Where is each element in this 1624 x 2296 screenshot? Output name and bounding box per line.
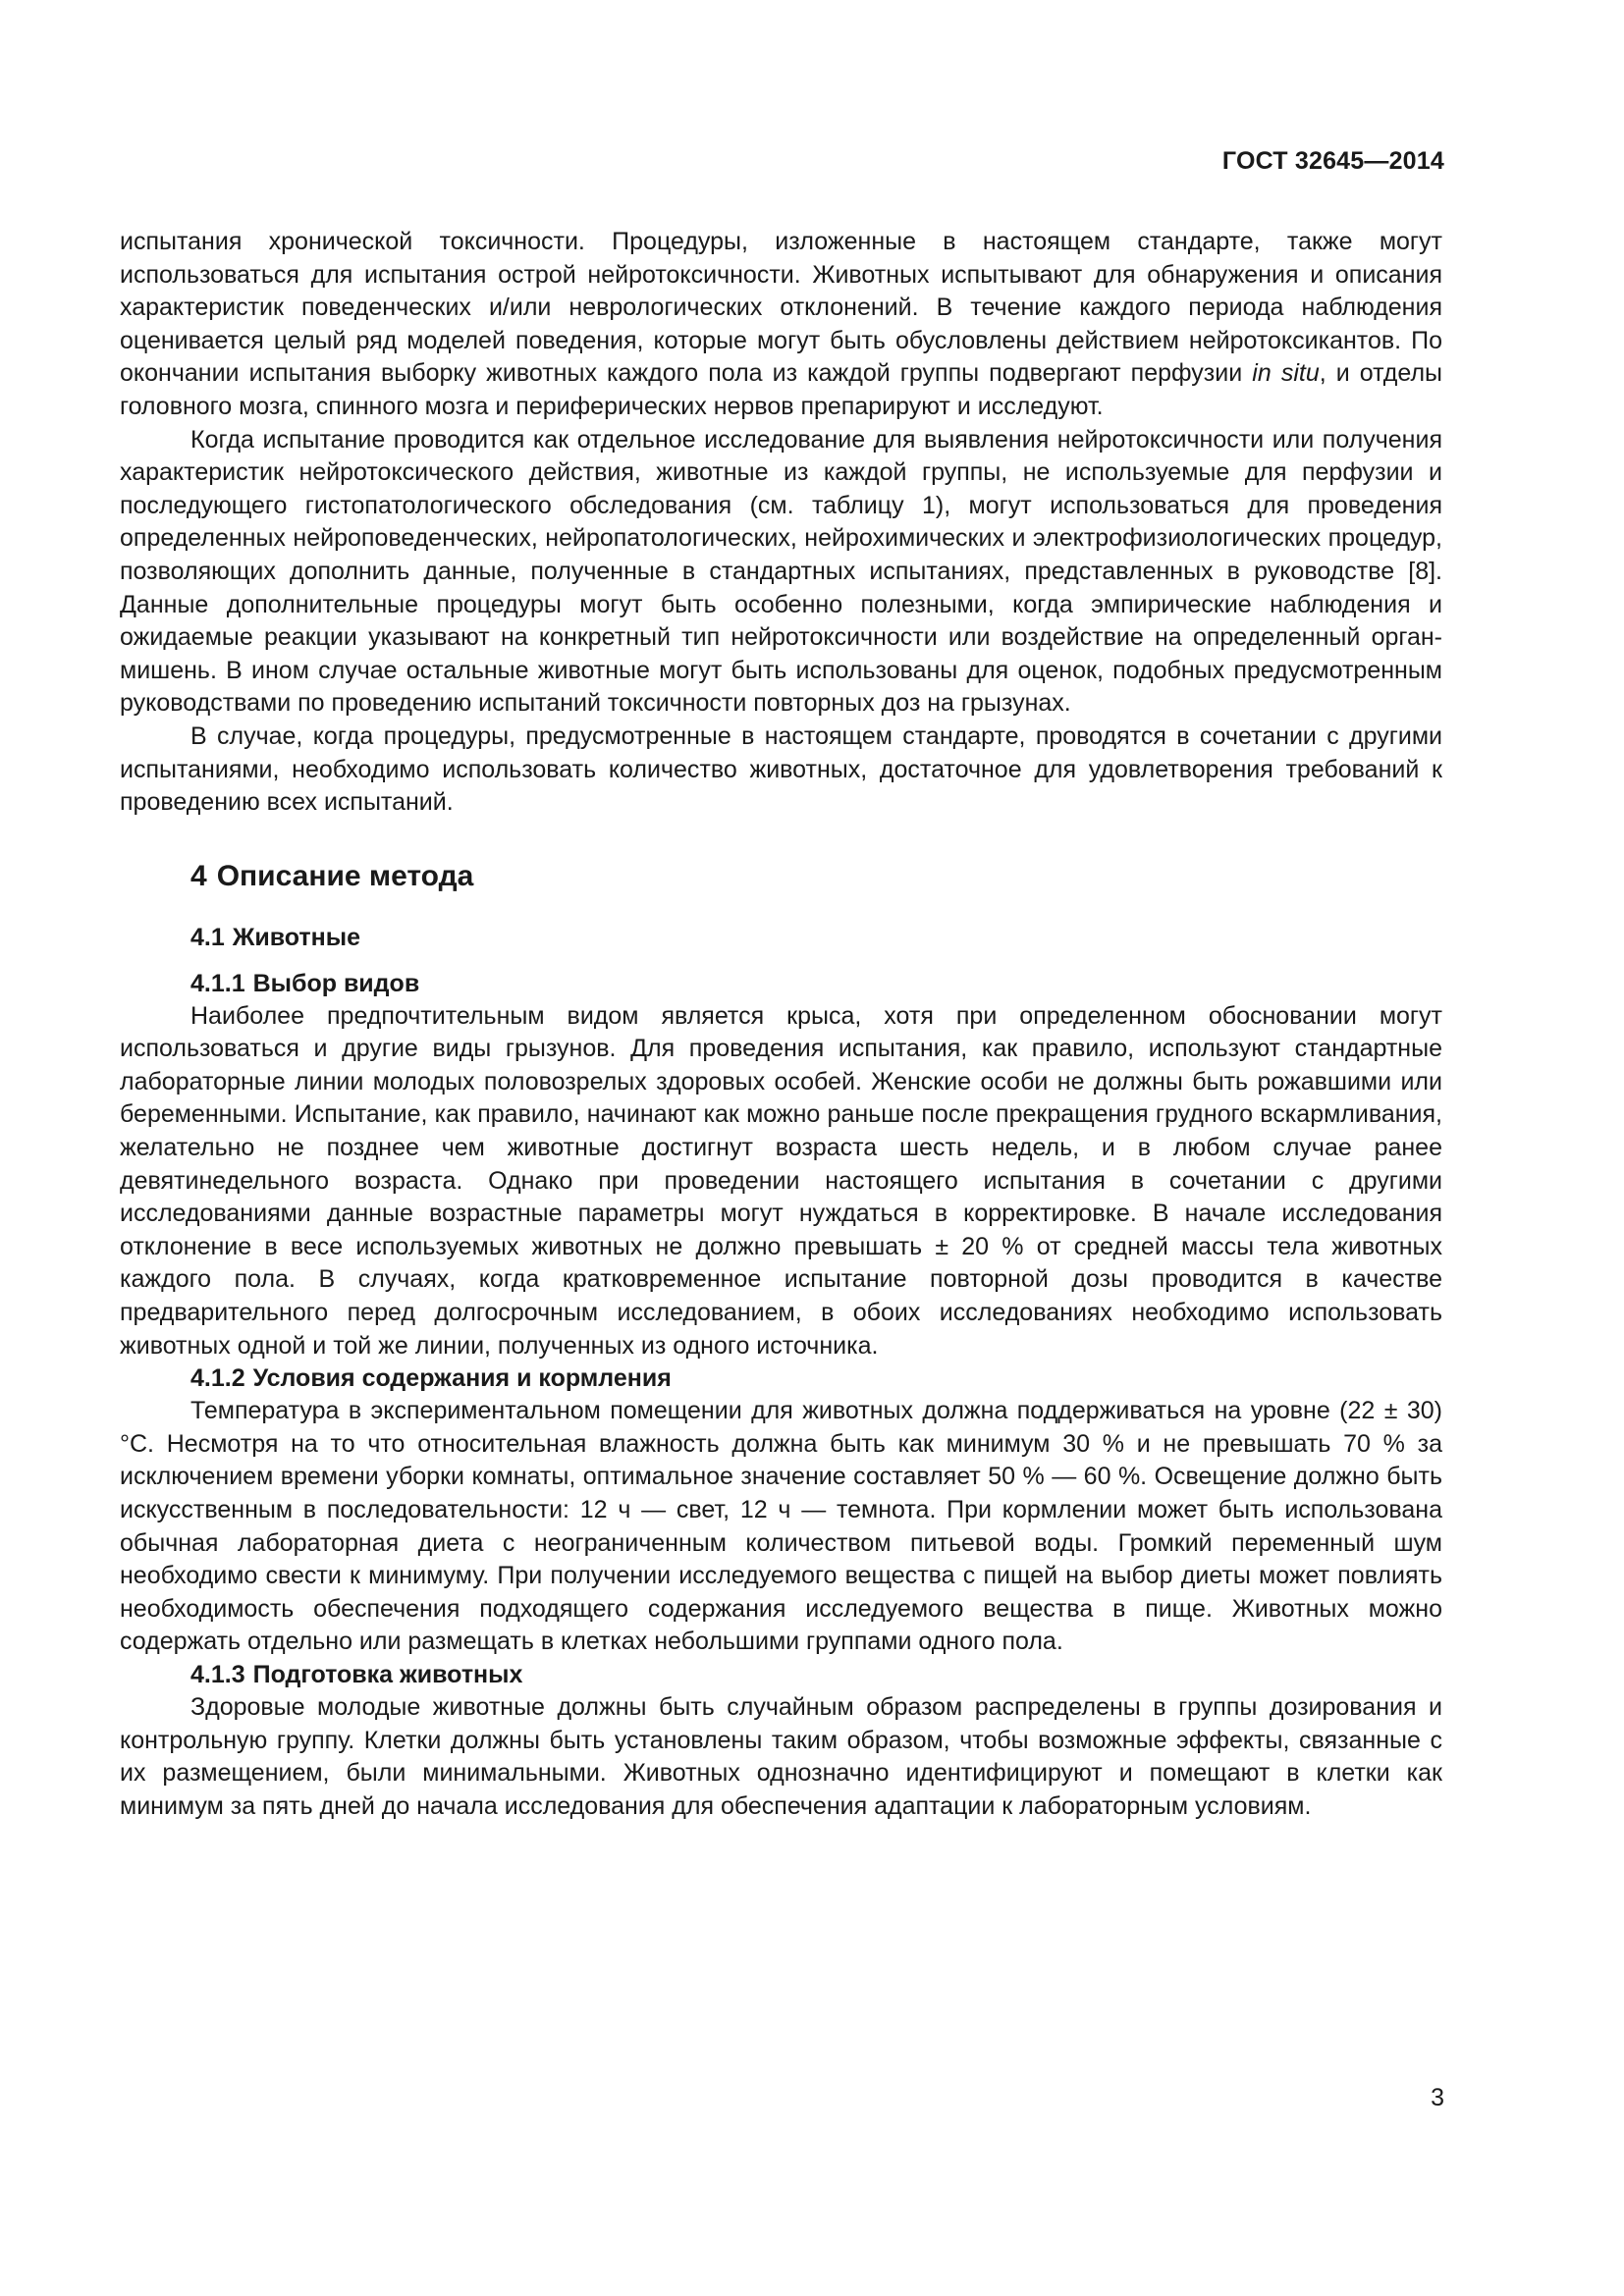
subsection-heading-animal-preparation: 4.1.3 Подготовка животных [190,1660,523,1688]
subsection-heading-species-selection: 4.1.1 Выбор видов [190,969,420,997]
paragraph-combined-tests: В случае, когда процедуры, предусмотренные в настоящем стандарте, проводятся в сочетании с другими испытаниями, необходимо использовать количество животных, достаточное для удовлетворения требований к проведению всех испытаний. [120,721,1442,817]
paragraph-additional-procedures: Когда испытание проводится как отдельное исследование для выявления нейротоксичности или получения характеристик нейротоксического действия, животные из каждой группы, не используемые для перфузии и последующего гистопатологического обследования (см. таблицу 1), могут использоваться для проведения определенных нейроповеденческих, нейропатологических, нейрохимических и электрофизиологических процедур, позволяющих дополнить данные, полученные в стандартных испытаниях, представленных в руководстве [8]. Данные дополнительные процедуры могут быть особенно полезными, когда эмпирические наблюдения и ожидаемые реакции указывают на конкретный тип нейротоксичности или воздействие на определенный орган-мишень. В ином случае остальные животные могут быть использованы для оценок, подобных предусмотренным руководствами по проведению испытаний токсичности повторных доз на грызунах. [120,425,1442,718]
section-heading-method-description: 4 Описание метода [190,859,474,892]
page-number: 3 [1431,2084,1444,2111]
subsection-heading-animals: 4.1 Животные [190,923,361,951]
document-body [120,226,1442,1823]
paragraph-species-selection: Наиболее предпочтительным видом является крыса, хотя при определенном обосновании могут использоваться и другие виды грызунов. Для проведения испытания, как правило, используют стандартные лабораторные линии молодых половозрелых здоровых особей. Женские особи не должны быть рожавшими или беременными. Испытание, как правило, начинают как можно раньше после прекращения грудного вскармливания, желательно не позднее чем животные достигнут возраста шесть недель, и в любом случае ранее девятинедельного возраста. Однако при проведении настоящего испытания в сочетании с другими исследованиями данные возрастные параметры могут нуждаться в корректировке. В начале исследования отклонение в весе используемых животных не должно превышать ± 20 % от средней массы тела животных каждого пола. В случаях, когда кратковременное испытание повторной дозы проводится в качестве предварительного перед долгосрочным исследованием, в обоих исследованиях необходимо использовать животных одной и той же линии, полученных из одного источника. [120,1001,1442,1360]
paragraph-continuation: испытания хронической токсичности. Процедуры, изложенные в настоящем стандарте, также могут использоваться для испытания острой нейротоксичности. Животных испытывают для обнаружения и описания характеристик поведенческих и/или неврологических отклонений. В течение каждого периода наблюдения оценивается целый ряд моделей поведения, которые могут быть обусловлены действием нейротоксикантов. По окончании испытания выборку животных каждого пола из каждой группы подвергают перфузии in situ, и отделы головного мозга, спинного мозга и периферических нервов препарируют и исследуют. [120,228,1442,420]
paragraph-animal-preparation: Здоровые молодые животные должны быть случайным образом распределены в группы дозирования и контрольную группу. Клетки должны быть установлены таким образом, чтобы возможные эффекты, связанные с их размещением, были минимальными. Животных однозначно идентифицируют и помещают в клетки как минимум за пять дней до начала исследования для обеспечения адаптации к лабораторным условиям. [120,1692,1442,1820]
standard-code-header: ГОСТ 32645—2014 [1221,147,1444,175]
paragraph-housing-feeding: Температура в экспериментальном помещении для животных должна поддерживаться на уровне (22 ± 30) °С. Несмотря на то что относительная влажность должна быть как минимум 30 % и не превышать 70 % за исключением времени уборки комнаты, оптимальное значение составляет 50 % — 60 %. Освещение должно быть искусственным в последовательности: 12 ч — свет, 12 ч — темнота. При кормлении может быть использована обычная лабораторная диета с неограниченным количеством питьевой воды. Громкий переменный шум необходимо свести к минимуму. При получении исследуемого вещества с пищей на выбор диеты может повлиять необходимость обеспечения подходящего содержания исследуемого вещества в пище. Животных можно содержать отдельно или размещать в клетках небольшими группами одного пола. [120,1397,1442,1656]
italic-term-in-situ: in situ [1252,359,1320,388]
subsection-heading-housing-feeding: 4.1.2 Условия содержания и кормления [190,1364,672,1393]
